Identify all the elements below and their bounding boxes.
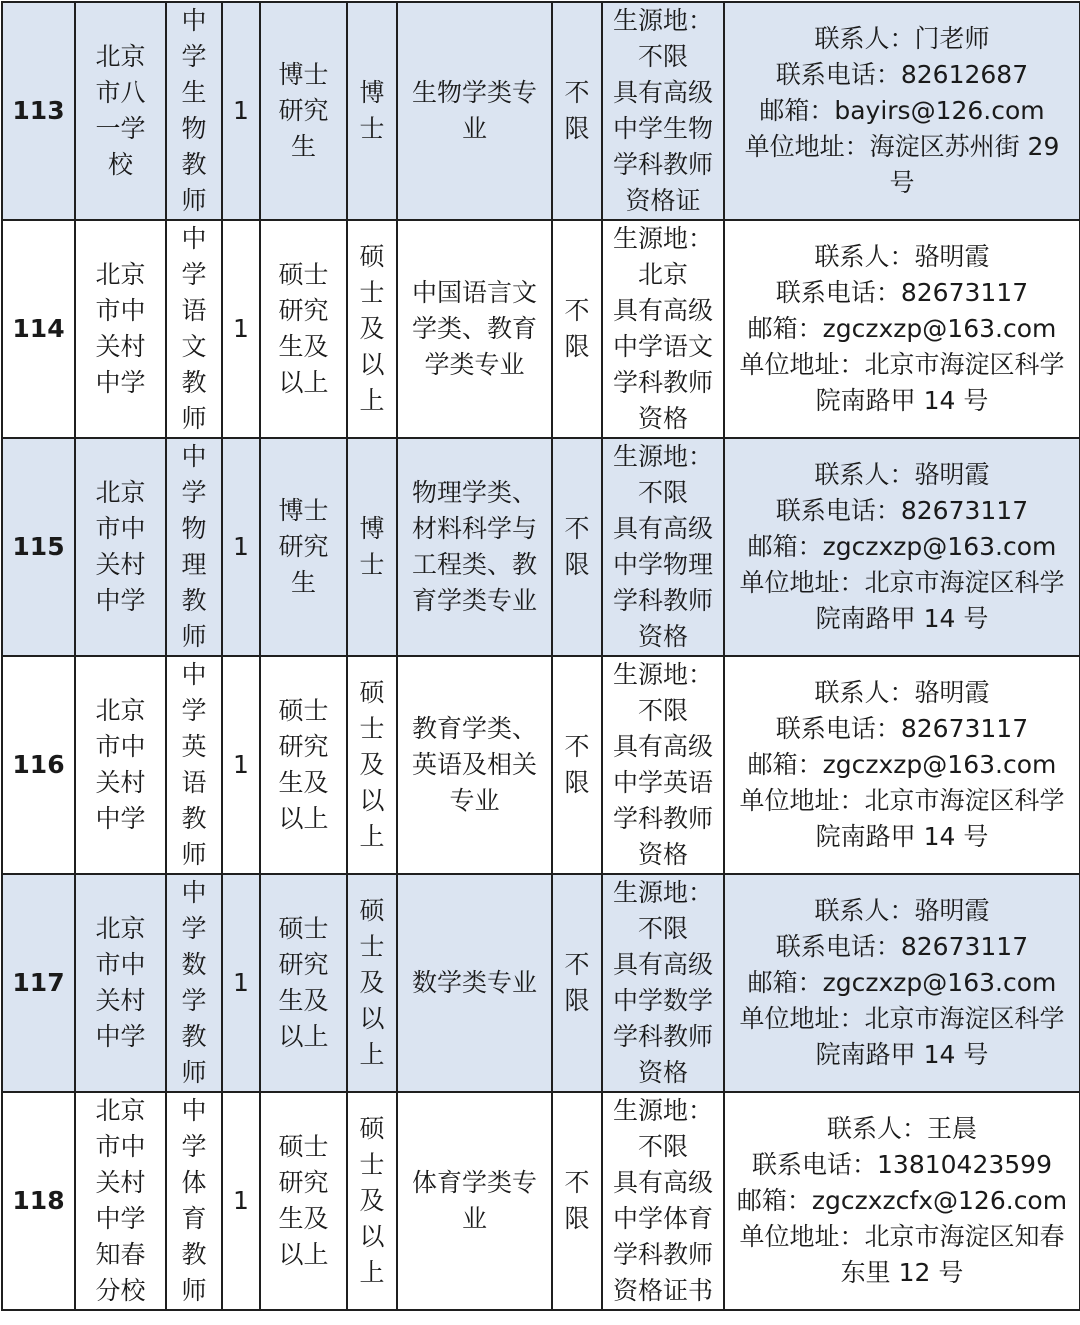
age-requirement: 不限 (564, 1168, 590, 1233)
contact-email: 邮箱：zgczxzcfx@126.com (736, 1186, 1068, 1215)
degree-requirement: 博士 (359, 78, 385, 143)
hire-count: 1 (222, 1092, 260, 1310)
position-name: 中学英语教师 (181, 660, 207, 869)
school-name: 北京市中关村中学 (95, 696, 146, 833)
age-requirement: 不限 (564, 514, 590, 579)
contact-person: 联系人：骆明霞 (814, 242, 990, 271)
contact-phone: 联系电话：82673117 (775, 932, 1029, 961)
age-requirement: 不限 (564, 950, 590, 1015)
position-name: 中学物理教师 (181, 442, 207, 651)
row-id: 114 (2, 220, 75, 438)
school-name: 北京市八一学校 (95, 42, 146, 179)
hire-count: 1 (222, 438, 260, 656)
contact-email: 邮箱：bayirs@126.com (759, 96, 1045, 125)
other-requirements: 生源地： 不限 具有高级 中学物理 学科教师 资格 (612, 442, 713, 651)
education-requirement: 硕士研究生及以上 (278, 260, 329, 397)
contact-info (724, 656, 1080, 874)
contact-info (724, 874, 1080, 1092)
major-requirement: 物理学类、材料科学与工程类、教育学类专业 (411, 478, 537, 615)
education-requirement: 博士研究生 (278, 60, 329, 161)
education-requirement: 硕士研究生及以上 (278, 1132, 329, 1269)
contact-phone: 联系电话：82612687 (775, 60, 1029, 89)
contact-person: 联系人：骆明霞 (814, 678, 990, 707)
recruitment-table (1, 1, 1080, 1311)
hire-count: 1 (222, 220, 260, 438)
contact-person: 联系人：王晨 (826, 1114, 977, 1143)
contact-phone: 联系电话：82673117 (775, 714, 1029, 743)
education-requirement: 硕士研究生及以上 (278, 914, 329, 1051)
other-requirements: 生源地： 不限 具有高级 中学英语 学科教师 资格 (612, 660, 713, 869)
position-name: 中学数学教师 (181, 878, 207, 1087)
contact-info (724, 438, 1080, 656)
degree-requirement: 硕士及以上 (359, 678, 385, 851)
contact-phone: 联系电话：82673117 (775, 496, 1029, 525)
contact-phone: 联系电话：13810423599 (752, 1150, 1052, 1179)
row-id: 116 (2, 656, 75, 874)
hire-count: 1 (222, 874, 260, 1092)
degree-requirement: 硕士及以上 (359, 1114, 385, 1287)
contact-phone: 联系电话：82673117 (775, 278, 1029, 307)
contact-person: 联系人：骆明霞 (814, 460, 990, 489)
hire-count: 1 (222, 656, 260, 874)
contact-email: 邮箱：zgczxzp@163.com (747, 314, 1057, 343)
major-requirement: 生物学类专业 (411, 78, 537, 143)
major-requirement: 数学类专业 (411, 968, 537, 997)
contact-address: 单位地址：海淀区苏州街 29 号 (744, 132, 1060, 197)
contact-address: 单位地址：北京市海淀区科学 院南路甲 14 号 (739, 350, 1065, 415)
contact-email: 邮箱：zgczxzp@163.com (747, 968, 1057, 997)
major-requirement: 教育学类、英语及相关专业 (411, 714, 537, 815)
other-requirements: 生源地： 不限 具有高级 中学体育 学科教师 资格证书 (612, 1096, 713, 1305)
row-id: 117 (2, 874, 75, 1092)
education-requirement: 博士研究生 (278, 496, 329, 597)
degree-requirement: 硕士及以上 (359, 242, 385, 415)
education-requirement: 硕士研究生及以上 (278, 696, 329, 833)
school-name: 北京市中关村中学 (95, 478, 146, 615)
contact-person: 联系人：门老师 (814, 24, 990, 53)
position-name: 中学体育教师 (181, 1096, 207, 1305)
contact-info (724, 220, 1080, 438)
table-row (2, 2, 1080, 220)
age-requirement: 不限 (564, 732, 590, 797)
hire-count: 1 (222, 2, 260, 220)
other-requirements: 生源地： 不限 具有高级 中学数学 学科教师 资格 (612, 878, 713, 1087)
contact-address: 单位地址：北京市海淀区科学 院南路甲 14 号 (739, 1004, 1065, 1069)
contact-address: 单位地址：北京市海淀区科学 院南路甲 14 号 (739, 568, 1065, 633)
position-name: 中学生物教师 (181, 6, 207, 215)
degree-requirement: 硕士及以上 (359, 896, 385, 1069)
table-row (2, 438, 1080, 656)
table-row (2, 656, 1080, 874)
contact-person: 联系人：骆明霞 (814, 896, 990, 925)
other-requirements: 生源地： 不限 具有高级 中学生物 学科教师 资格证 (612, 6, 713, 215)
school-name: 北京市中关村中学 (95, 260, 146, 397)
contact-info (724, 1092, 1080, 1310)
major-requirement: 体育学类专业 (411, 1168, 537, 1233)
contact-email: 邮箱：zgczxzp@163.com (747, 750, 1057, 779)
age-requirement: 不限 (564, 78, 590, 143)
contact-address: 单位地址：北京市海淀区科学 院南路甲 14 号 (739, 786, 1065, 851)
degree-requirement: 博士 (359, 514, 385, 579)
age-requirement: 不限 (564, 296, 590, 361)
contact-email: 邮箱：zgczxzp@163.com (747, 532, 1057, 561)
other-requirements: 生源地： 北京 具有高级 中学语文 学科教师 资格 (612, 224, 713, 433)
contact-address: 单位地址：北京市海淀区知春 东里 12 号 (739, 1222, 1065, 1287)
table-row (2, 220, 1080, 438)
major-requirement: 中国语言文学类、教育学类专业 (411, 278, 537, 379)
school-name: 北京市中关村中学知春分校 (95, 1096, 146, 1305)
contact-info (724, 2, 1080, 220)
row-id: 115 (2, 438, 75, 656)
row-id: 113 (2, 2, 75, 220)
table-row (2, 1092, 1080, 1310)
school-name: 北京市中关村中学 (95, 914, 146, 1051)
position-name: 中学语文教师 (181, 224, 207, 433)
table-row (2, 874, 1080, 1092)
row-id: 118 (2, 1092, 75, 1310)
